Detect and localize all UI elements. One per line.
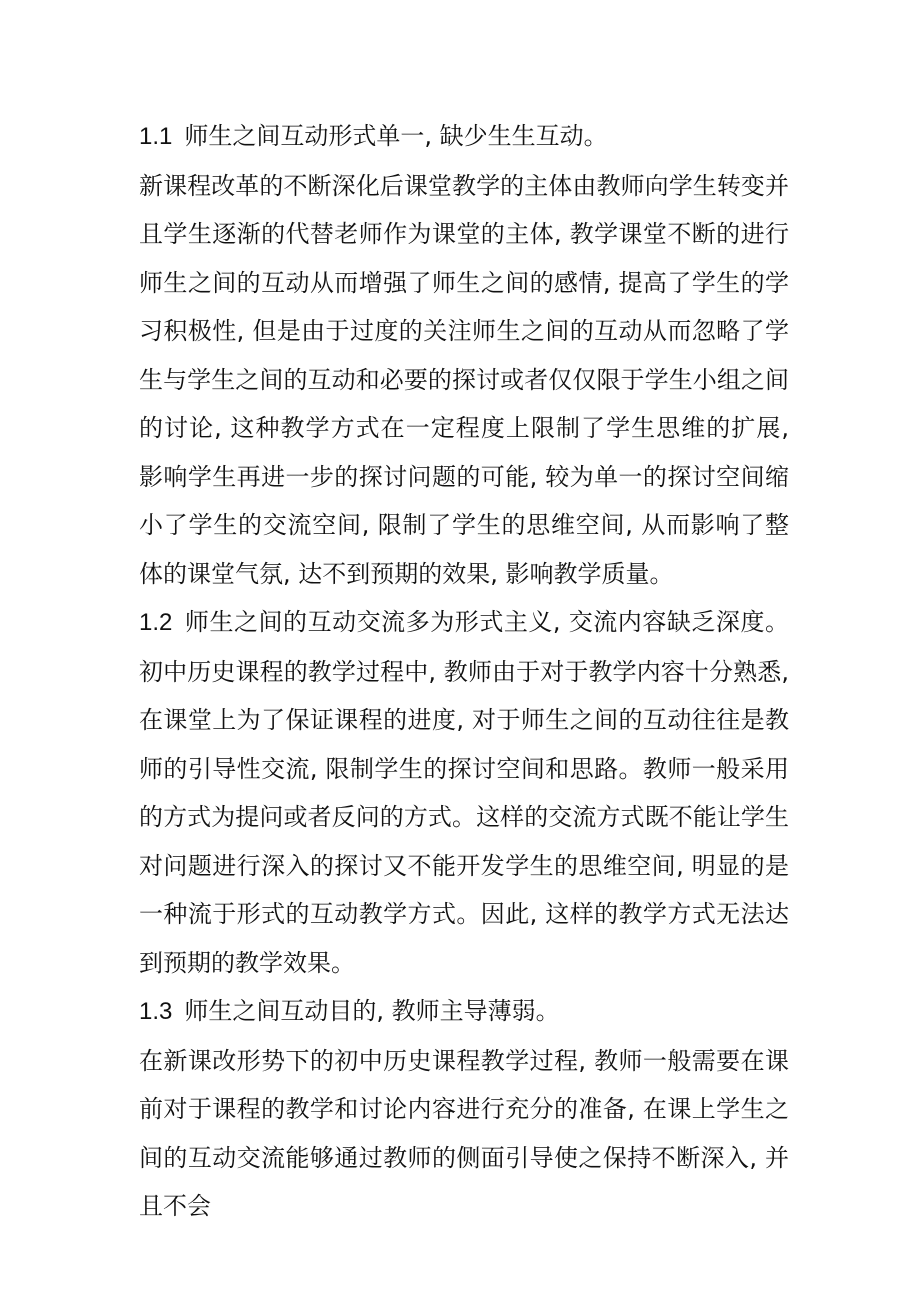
section-body-1-1: 新课程改革的不断深化后课堂教学的主体由教师向学生转变并且学生逐渐的代替老师作为课堂的主体, 教学课堂不断的进行师生之间的互动从而增强了师生之间的感情, 提高了学生的学习积极性, 但是由于过度的关注师生之间的互动从而忽略了学生与学生之间的互动和必要的探讨或者仅仅限于学生小组之间的讨论, 这种教学方式在一定程度上限制了学生思维的扩展, 影响学生再进一步的探讨问题的可能, 较为单一的探讨空间缩小了学生的交流空间, 限制了学生的思维空间, 从而影响了整体的课堂气氛, 达不到预期的效果, 影响教学质量。: [139, 171, 789, 588]
section-heading-1-3: [139, 987, 789, 1037]
section-heading-text: 师生之间的互动交流多为形式主义, 交流内容缺乏深度。初中历史课程的教学过程中, 教师由于对于教学内容十分熟悉, 在课堂上为了保证课程的进度, 对于师生之间的互动往往是教师的引导性交流, 限制学生的探讨空间和思路。教师一般采用的方式为提问或者反问的方式。这样的交流方式既不能让学生对问题进行深入的探讨又不能开发学生的思维空间, 明显的是一种流于形式的互动教学方式。因此, 这样的教学方式无法达到预期的教学效果。: [139, 608, 789, 977]
section-number: 1.3: [139, 998, 173, 1025]
section-body-1-3: 在新课改形势下的初中历史课程教学过程, 教师一般需要在课前对于课程的教学和讨论内容进行充分的准备, 在课上学生之间的互动交流能够通过教师的侧面引导使之保持不断深入, 并且不会: [139, 1046, 789, 1220]
section-number: 1.1: [139, 123, 173, 150]
section-heading-1-2: [139, 598, 789, 987]
section-number: 1.2: [139, 609, 173, 636]
document-page: [139, 112, 789, 1231]
section-heading-text: 师生之间互动目的, 教师主导薄弱。: [184, 997, 560, 1025]
section-heading-1-1: [139, 112, 789, 162]
section-heading-text: 师生之间互动形式单一, 缺少生生互动。: [184, 122, 608, 150]
